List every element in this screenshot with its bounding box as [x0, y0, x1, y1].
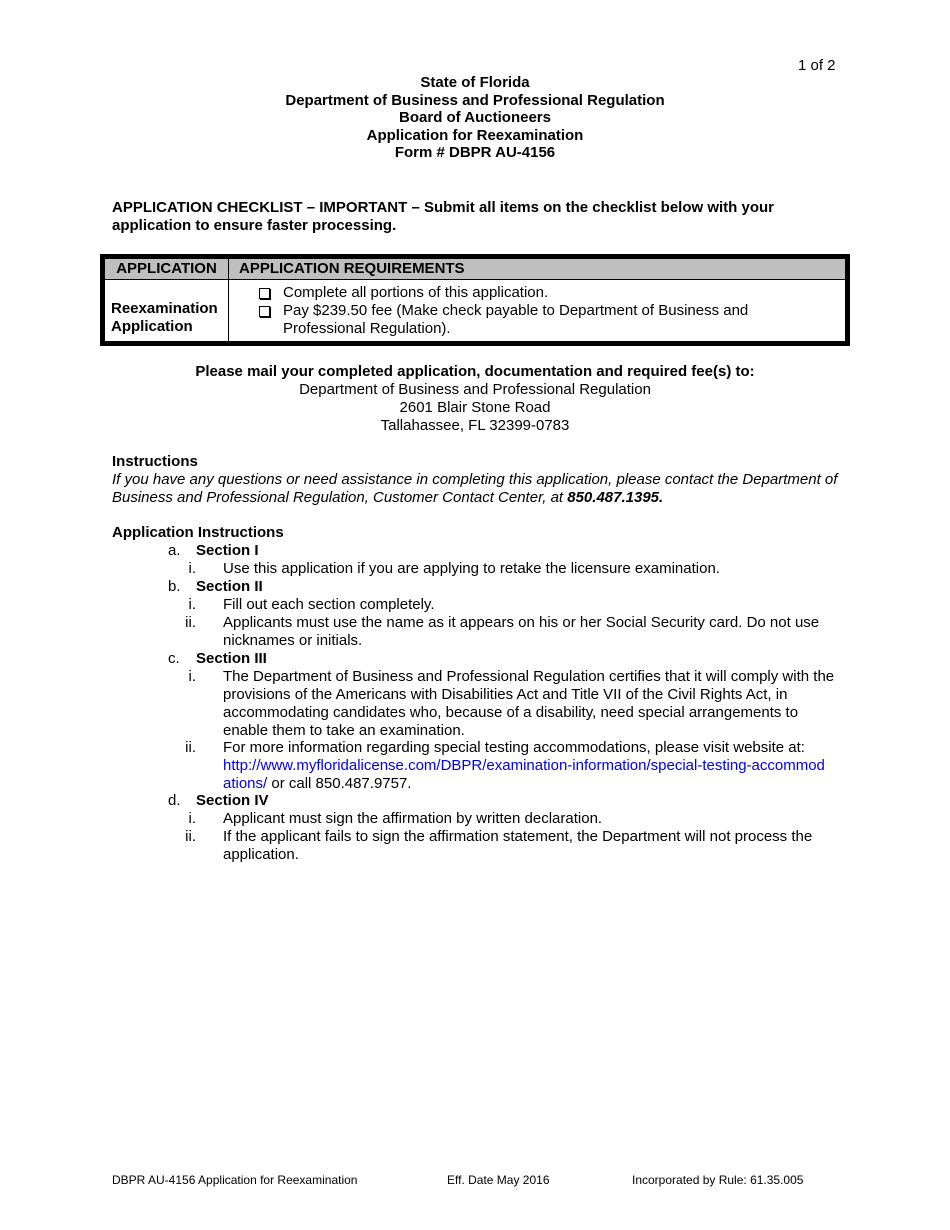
- mail-heading: Please mail your completed application, documentation and required fee(s) to:: [195, 363, 755, 380]
- table-header-application: APPLICATION: [105, 259, 229, 280]
- header-form-title: Application for Reexamination: [366, 126, 584, 144]
- section-iii-title: Section III: [196, 650, 267, 667]
- accommodations-link[interactable]: http://www.myfloridalicense.com/DBPR/examination-information/special-testing-accommodations/: [223, 757, 825, 792]
- section-letter: d.: [168, 792, 181, 809]
- item-number: ii.: [185, 739, 196, 756]
- item-number: ii.: [185, 828, 196, 845]
- row-label-line2: Application: [111, 317, 193, 335]
- section-letter: a.: [168, 542, 181, 559]
- requirements-table: [100, 254, 850, 346]
- item-number: i.: [188, 668, 196, 685]
- checkbox-icon[interactable]: [259, 288, 270, 299]
- requirement-text-cont: Professional Regulation).: [283, 319, 451, 337]
- requirement-text: Pay $239.50 fee (Make check payable to Department of Business and: [283, 301, 749, 319]
- page-number: 1 of 2: [798, 57, 836, 74]
- requirement-pay-fee: [255, 302, 845, 338]
- section-ii-item-1: Fill out each section completely.: [223, 596, 435, 613]
- contact-phone: 850.487.1395.: [567, 489, 664, 506]
- mailing-address-block: [0, 363, 950, 435]
- section-iii-item-2: [223, 739, 833, 793]
- mail-address-line1: Department of Business and Professional Regulation: [299, 381, 651, 398]
- table-header-requirements: APPLICATION REQUIREMENTS: [229, 259, 846, 280]
- instructions-text: [112, 471, 852, 507]
- instructions-heading: Instructions: [112, 453, 198, 470]
- section-ii-title: Section II: [196, 578, 263, 595]
- section-iii-item-1: The Department of Business and Professional Regulation certifies that it will comply with the provisions of the Americans with Disabilities Act and Title VII of the Civil Rights Act, in accommodating candidates who, because of a disability, need special arrangements to enable them to take an examination.: [223, 668, 835, 739]
- footer-rule: Incorporated by Rule: 61.35.005: [632, 1173, 804, 1187]
- mail-address-line3: Tallahassee, FL 32399-0783: [380, 417, 570, 434]
- header-board: Board of Auctioneers: [399, 109, 551, 126]
- section-letter: b.: [168, 578, 181, 595]
- footer-effective-date: Eff. Date May 2016: [447, 1173, 550, 1187]
- mail-address-line2: 2601 Blair Stone Road: [399, 399, 551, 416]
- section-iv-item-1: Applicant must sign the affirmation by written declaration.: [223, 810, 603, 827]
- item-number: i.: [188, 560, 196, 577]
- checklist-intro: APPLICATION CHECKLIST – IMPORTANT – Submit all items on the checklist below with your application to ensure faster processing.: [112, 199, 775, 234]
- section-i-title: Section I: [196, 542, 259, 559]
- form-header: [0, 74, 950, 162]
- section-iv-title: Section IV: [196, 792, 269, 809]
- header-form-number: Form # DBPR AU-4156: [394, 144, 556, 161]
- item-number: ii.: [185, 614, 196, 631]
- section-ii-item-2: Applicants must use the name as it appears on his or her Social Security card. Do not use nicknames or initials.: [223, 614, 820, 649]
- footer-form-name: DBPR AU-4156 Application for Reexamination: [112, 1173, 358, 1187]
- section-letter: c.: [168, 650, 180, 667]
- item-number: i.: [188, 810, 196, 827]
- requirements-cell: [229, 280, 846, 342]
- accommodations-phone-text: or call 850.487.9757.: [267, 775, 412, 792]
- row-label-line1: Reexamination: [111, 299, 218, 317]
- header-state: State of Florida: [420, 74, 530, 91]
- table-row-label: [105, 280, 229, 342]
- requirement-text: Complete all portions of this application.: [283, 283, 549, 301]
- instructions-body: If you have any questions or need assistance in completing this application, please contact the Department of Business and Professional Regulation, Customer Contact Center, at: [112, 471, 838, 506]
- section-iv-item-2: If the applicant fails to sign the affirmation statement, the Department will not process the application.: [223, 828, 813, 863]
- section-i-item-1: Use this application if you are applying to retake the licensure examination.: [223, 560, 720, 577]
- application-instructions-heading: Application Instructions: [112, 524, 284, 541]
- item-number: i.: [188, 596, 196, 613]
- header-department: Department of Business and Professional Regulation: [285, 91, 665, 109]
- requirement-complete-portions: [255, 284, 845, 302]
- accommodations-text: For more information regarding special testing accommodations, please visit website at:: [223, 739, 805, 756]
- checkbox-icon[interactable]: [259, 306, 270, 317]
